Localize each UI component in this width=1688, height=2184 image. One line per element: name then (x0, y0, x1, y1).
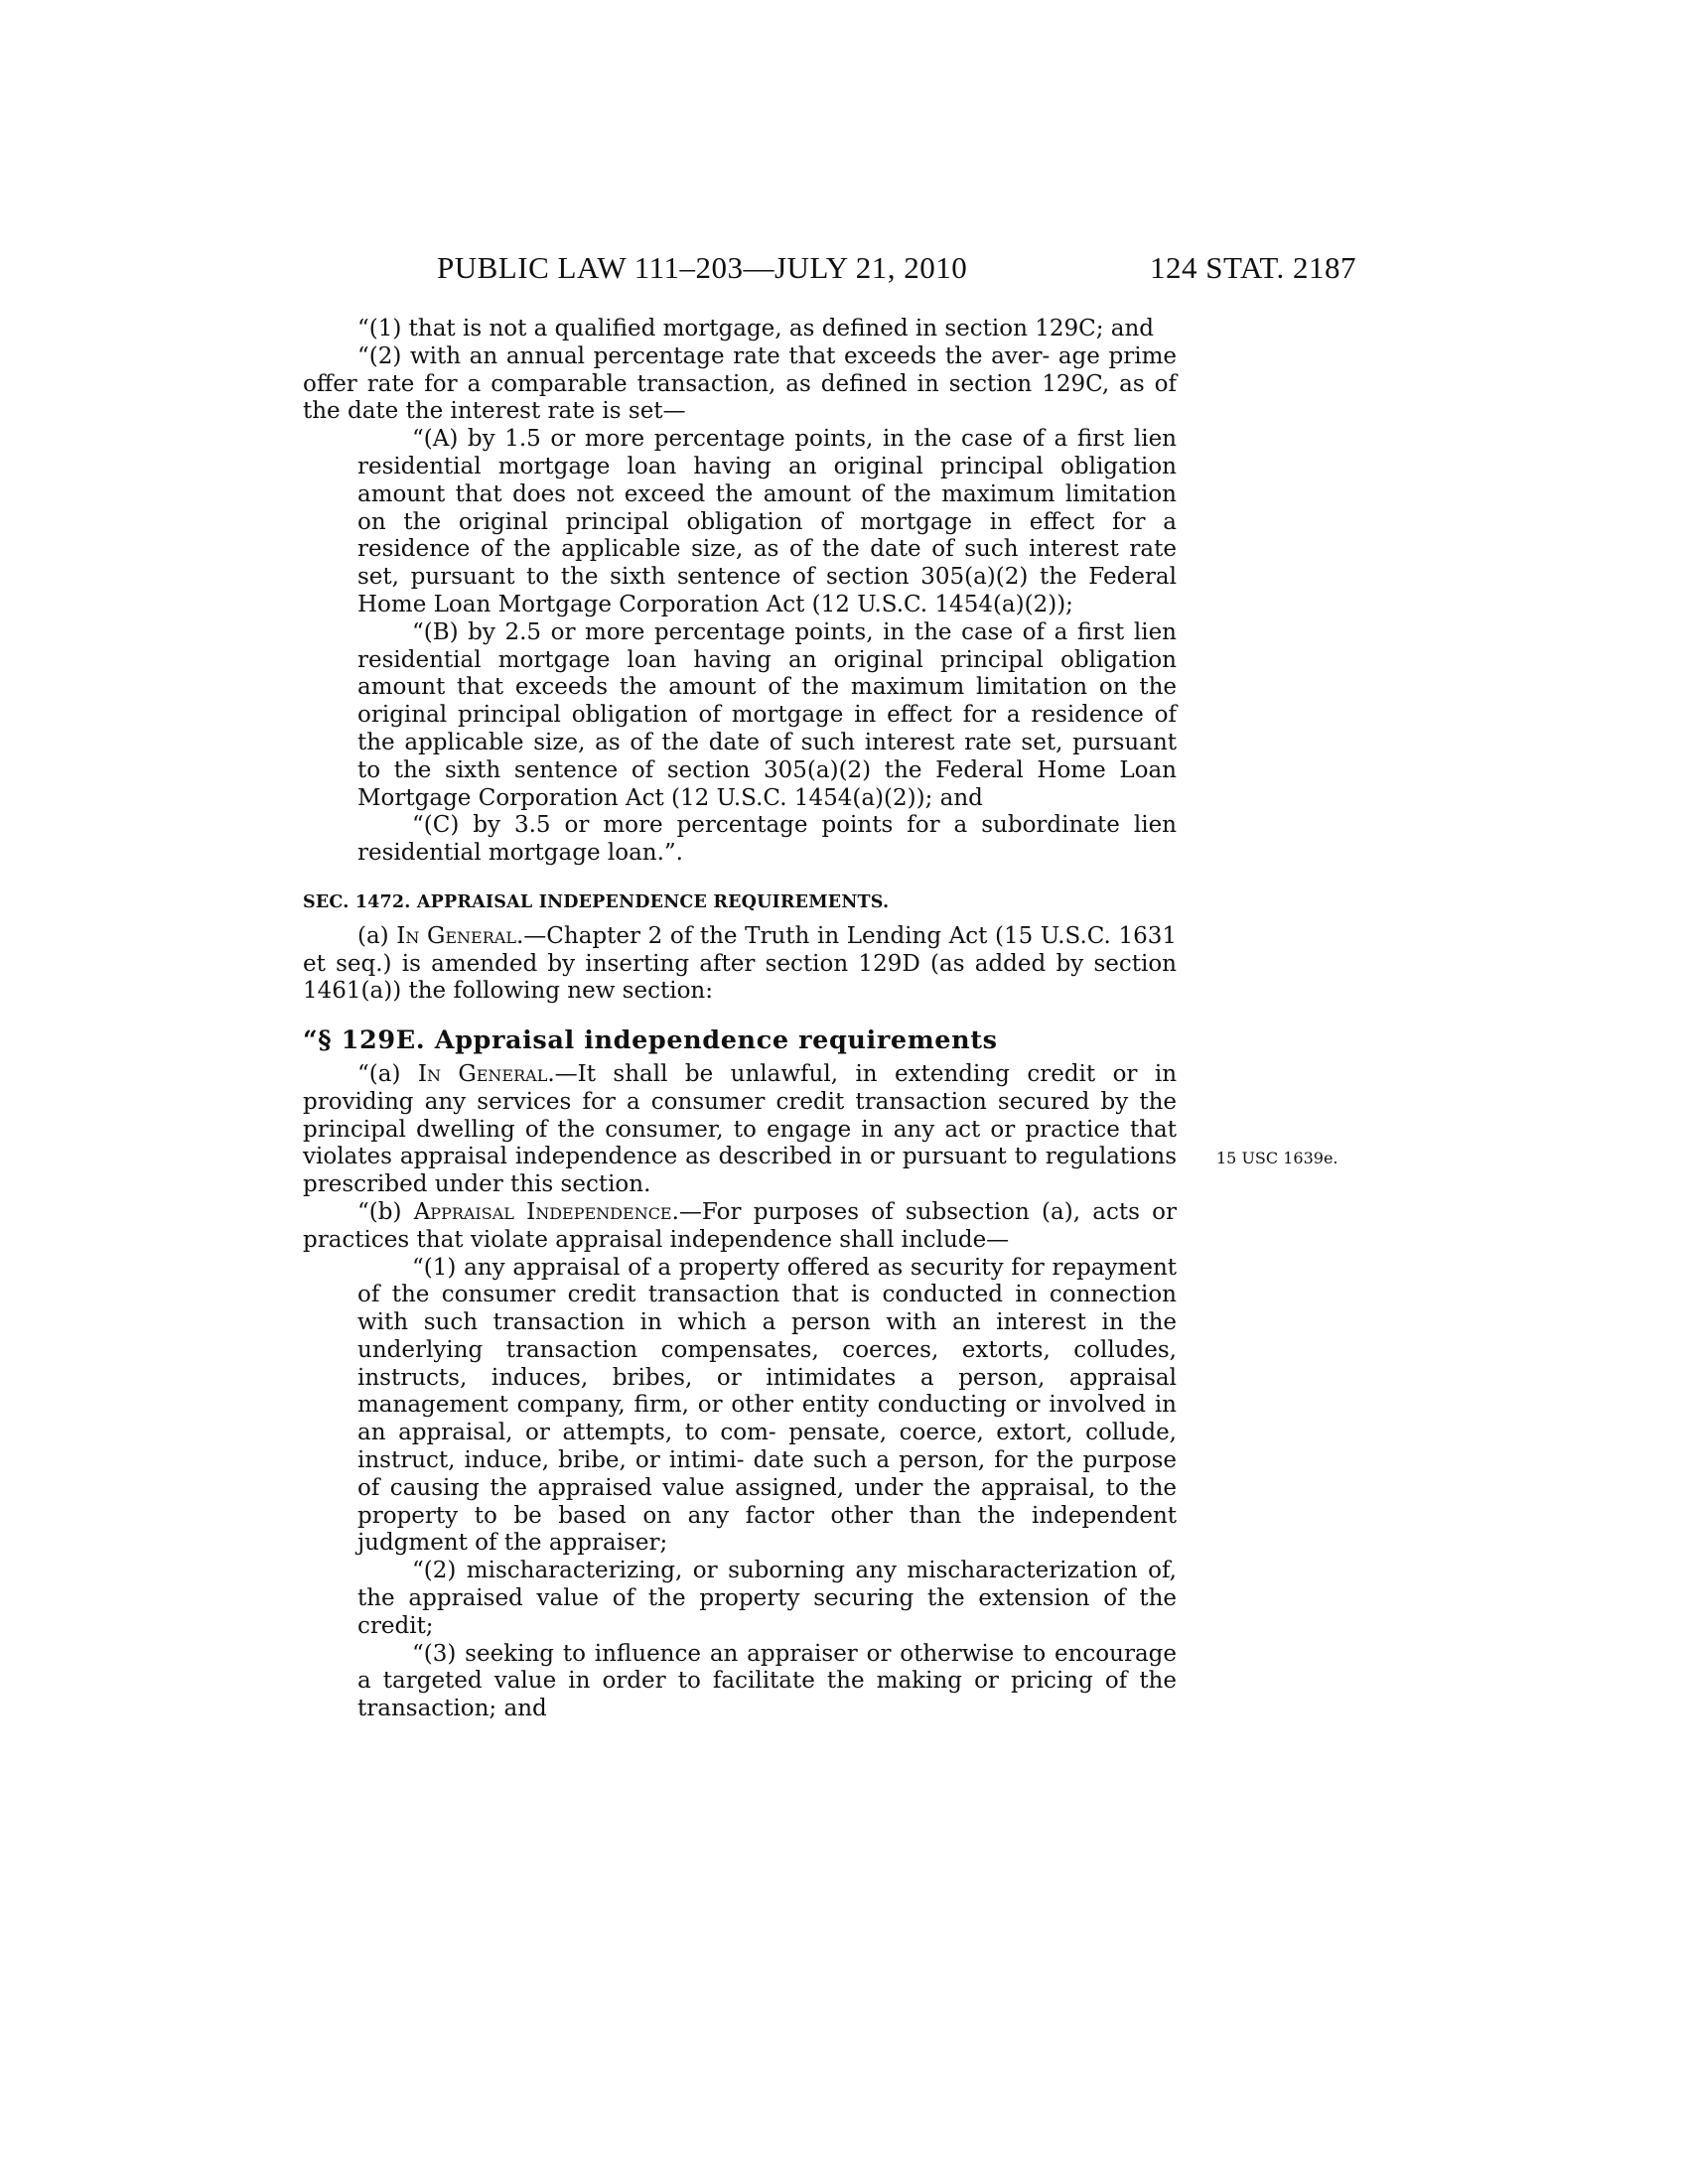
section-subsection-a (303, 923, 1177, 1006)
subsection-caption: In General (417, 1060, 548, 1087)
new-subsection-a (303, 1061, 1177, 1199)
subclause-b: “(B) by 2.5 or more percentage points, in the case of a first lien residential mortgage loan having an original principal obligation amount that exceeds the amount of the maximum limitation on the original principal obligation of mortgage in effect for a residence of the applicable size, as of the date of such interest rate set, pursuant to the sixth sentence of section 305(a)(2) the Federal Home Loan Mortgage Corporation Act (12 U.S.C. 1454(a)(2)); and (357, 618, 1177, 811)
subsection-text: .—It shall be unlawful, in extending credit or in providing any services for a consumer credit transaction secured by the principal dwelling of the consumer, to engage in any act or practice that violates appraisal independence as described in or pursuant to regulations prescribed under this section. (303, 1060, 1178, 1198)
subclause-a: “(A) by 1.5 or more percentage points, in the case of a first lien residential mortgage loan having an original principal obligation amount that does not exceed the amount of the maximum limitation on the original principal obligation of mortgage in effect for a residence of the applicable size, as of the date of such interest rate set, pursuant to the sixth sentence of section 305(a)(2) the Federal Home Loan Mortgage Corporation Act (12 U.S.C. 1454(a)(2)); (357, 426, 1177, 617)
subsection-text: .—For purposes of subsection (a), acts or practices that violate appraisal independence shall include— (303, 1198, 1178, 1253)
page-body (303, 316, 1177, 1723)
usc-margin-note: 15 USC 1639e. (1216, 1149, 1338, 1167)
paragraph-b2: “(2) mischaracterizing, or suborning any mischaracterization of, the appraised value of the property securing the extension of the credit; (357, 1558, 1177, 1639)
subclause-c: “(C) by 3.5 or more percentage points for a subordinate lien residential mortgage loan.”. (357, 812, 1177, 867)
new-section-title: “§ 129E. Appraisal independence requirements (303, 1025, 998, 1056)
subsection-caption: In General (396, 922, 516, 949)
section-heading: SEC. 1472. APPRAISAL INDEPENDENCE REQUIREMENTS. (303, 891, 890, 912)
clause-2: “(2) with an annual percentage rate that exceeds the aver- age prime offer rate for a comparable transaction, as defined in section 129C, as of the date the interest rate is set— (303, 342, 1177, 425)
subsection-prefix: “(b) (357, 1198, 414, 1225)
subsection-prefix: (a) (357, 922, 397, 949)
subsection-prefix: “(a) (357, 1060, 418, 1087)
running-header-left: PUBLIC LAW 111–203—JULY 21, 2010 (437, 250, 968, 285)
subsection-caption: Appraisal Independence (413, 1198, 672, 1225)
clause-1: “(1) that is not a qualified mortgage, as defined in section 129C; and (357, 316, 1155, 341)
paragraph-b1: “(1) any appraisal of a property offered as security for repayment of the consumer credit transaction that is conducted in connection with such transaction in which a person with an interest in the underlying transaction compensates, coerces, extorts, colludes, instructs, induces, bribes, or intimidates a person, appraisal management company, firm, or other entity conducting or involved in an appraisal, or attempts, to com- pensate, coerce, extort, collude, instruct, induce, bribe, or intimi- date such a person, for the purpose of causing the appraised value assigned, under the appraisal, to the property to be based on any factor other than the independent judgment of the appraiser; (357, 1254, 1177, 1557)
new-subsection-b (303, 1199, 1177, 1255)
paragraph-b3: “(3) seeking to influence an appraiser or otherwise to encourage a targeted value in order to facilitate the making or pricing of the transaction; and (357, 1640, 1177, 1722)
subsection-text: .—Chapter 2 of the Truth in Lending Act (15 U.S.C. 1631 et seq.) is amended by inserting after section 129D (as added by section 1461(a)) the following new section: (303, 922, 1177, 1005)
page-citation: 124 STAT. 2187 (1150, 250, 1357, 285)
